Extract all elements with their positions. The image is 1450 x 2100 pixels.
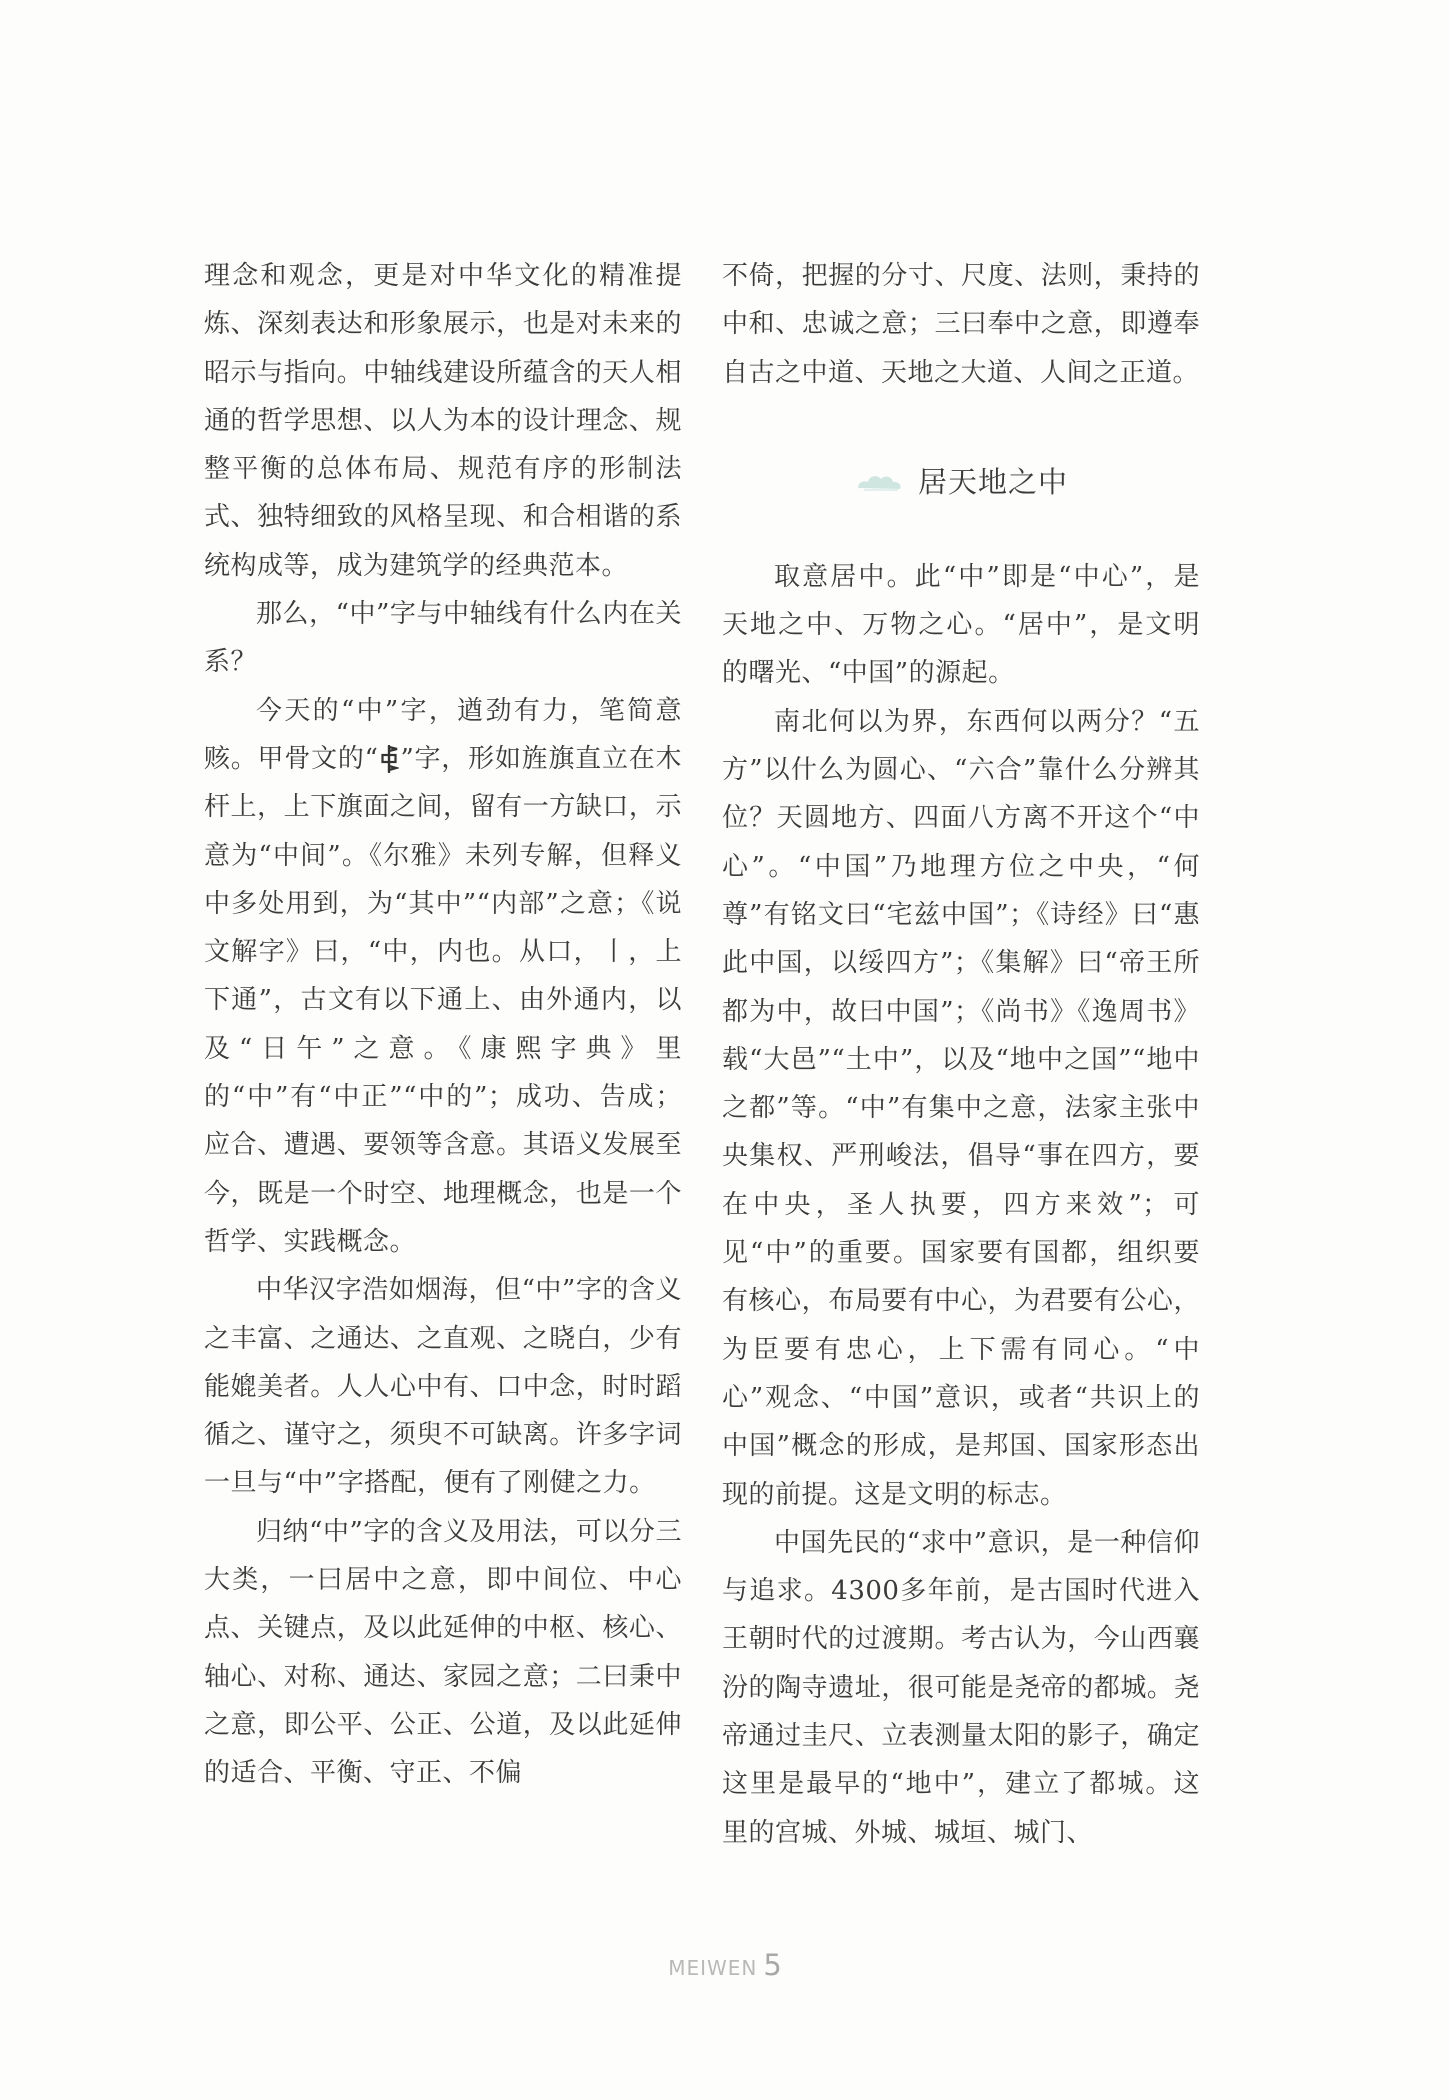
page-footer — [0, 1948, 1450, 1982]
left-column — [204, 252, 682, 1798]
paragraph: 中华汉字浩如烟海，但“中”字的含义之丰富、之通达、之直观、之晓白，少有能媲美者。人人心中有、口中念，时时蹈循之、谨守之，须臾不可缺离。许多字词一旦与“中”字搭配，便有了刚健之力。 — [204, 1275, 682, 1499]
paragraph: 理念和观念，更是对中华文化的精准提炼、深刻表达和形象展示，也是对未来的昭示与指向。中轴线建设所蕴含的天人相通的哲学思想、以人为本的设计理念、规整平衡的总体布局、规范有序的形制法式、独特细致的风格呈现、和合相谐的系统构成等，成为建筑学的经典范本。 — [204, 261, 682, 581]
section-heading — [722, 449, 1200, 513]
paragraph-text: 今天的“中”字，遒劲有力，笔简意赅。甲骨文的“ — [204, 695, 682, 774]
paragraph-text: ”字，形如旌旗直立在木杆上，上下旗面之间，留有一方缺口，示意为“中间”。《尔雅》未列专解，但释义中多处用到，为“其中”“内部”之意；《说文解字》曰，“中，内也。从口，丨，上下通”，古文有以下通上、由外通内，以及“日午”之意。《康熙字典》里的“中”有“中正”“中的”；成功、告成；应合、遭遇、要领等含意。其语义发展至今，既是一个时空、地理概念，也是一个哲学、实践概念。 — [204, 743, 682, 1257]
oracle-zhong-glyph-icon — [379, 745, 399, 773]
paragraph: 不倚，把握的分寸、尺度、法则，秉持的中和、忠诚之意；三曰奉中之意，即遵奉自古之中道、天地之大道、人间之正道。 — [722, 261, 1200, 388]
footer-brand: MEIWEN — [668, 1956, 758, 1980]
right-column — [722, 252, 1200, 1857]
section-heading-text: 居天地之中 — [917, 465, 1068, 500]
paragraph: 取意居中。此“中”即是“中心”，是天地之中、万物之心。“居中”，是文明的曙光、“中国”的源起。 — [722, 561, 1200, 689]
paragraph: 中国先民的“求中”意识，是一种信仰与追求。4300多年前，是古国时代进入王朝时代的过渡期。考古认为，今山西襄汾的陶寺遗址，很可能是尧帝的都城。尧帝通过圭尺、立表测量太阳的影子，确定这里是最早的“地中”，建立了都城。这里的宫城、外城、城垣、城门、 — [722, 1527, 1200, 1848]
paragraph: 南北何以为界，东西何以两分？“五方”以什么为圆心、“六合”靠什么分辨其位？天圆地方、四面八方离不开这个“中心”。“中国”乃地理方位之中央，“何尊”有铭文曰“宅兹中国”；《诗经》曰“惠此中国，以绥四方”；《集解》曰“帝王所都为中，故曰中国”；《尚书》《逸周书》载“大邑”“土中”，以及“地中之国”“地中之都”等。“中”有集中之意，法家主张中央集权、严刑峻法，倡导“事在四方，要在中央，圣人执要，四方来效”；可见“中”的重要。国家要有国都，组织要有核心，布局要有中心，为君要有公心，为臣要有忠心，上下需有同心。“中心”观念、“中国”意识，或者“共识上的中国”概念的形成，是邦国、国家形态出现的前提。这是文明的标志。 — [722, 706, 1200, 1510]
paragraph: 归纳“中”字的含义及用法，可以分三大类，一曰居中之意，即中间位、中心点、关键点，及以此延伸的中枢、核心、轴心、对称、通达、家园之意；二曰秉中之意，即公平、公正、公道，及以此延伸的适合、平衡、守正、不偏 — [204, 1516, 682, 1789]
paragraph-oracle — [204, 687, 682, 1267]
paragraph: 那么，“中”字与中轴线有什么内在关系？ — [204, 599, 682, 678]
page-number: 5 — [763, 1948, 782, 1982]
cloud-icon — [854, 468, 904, 494]
